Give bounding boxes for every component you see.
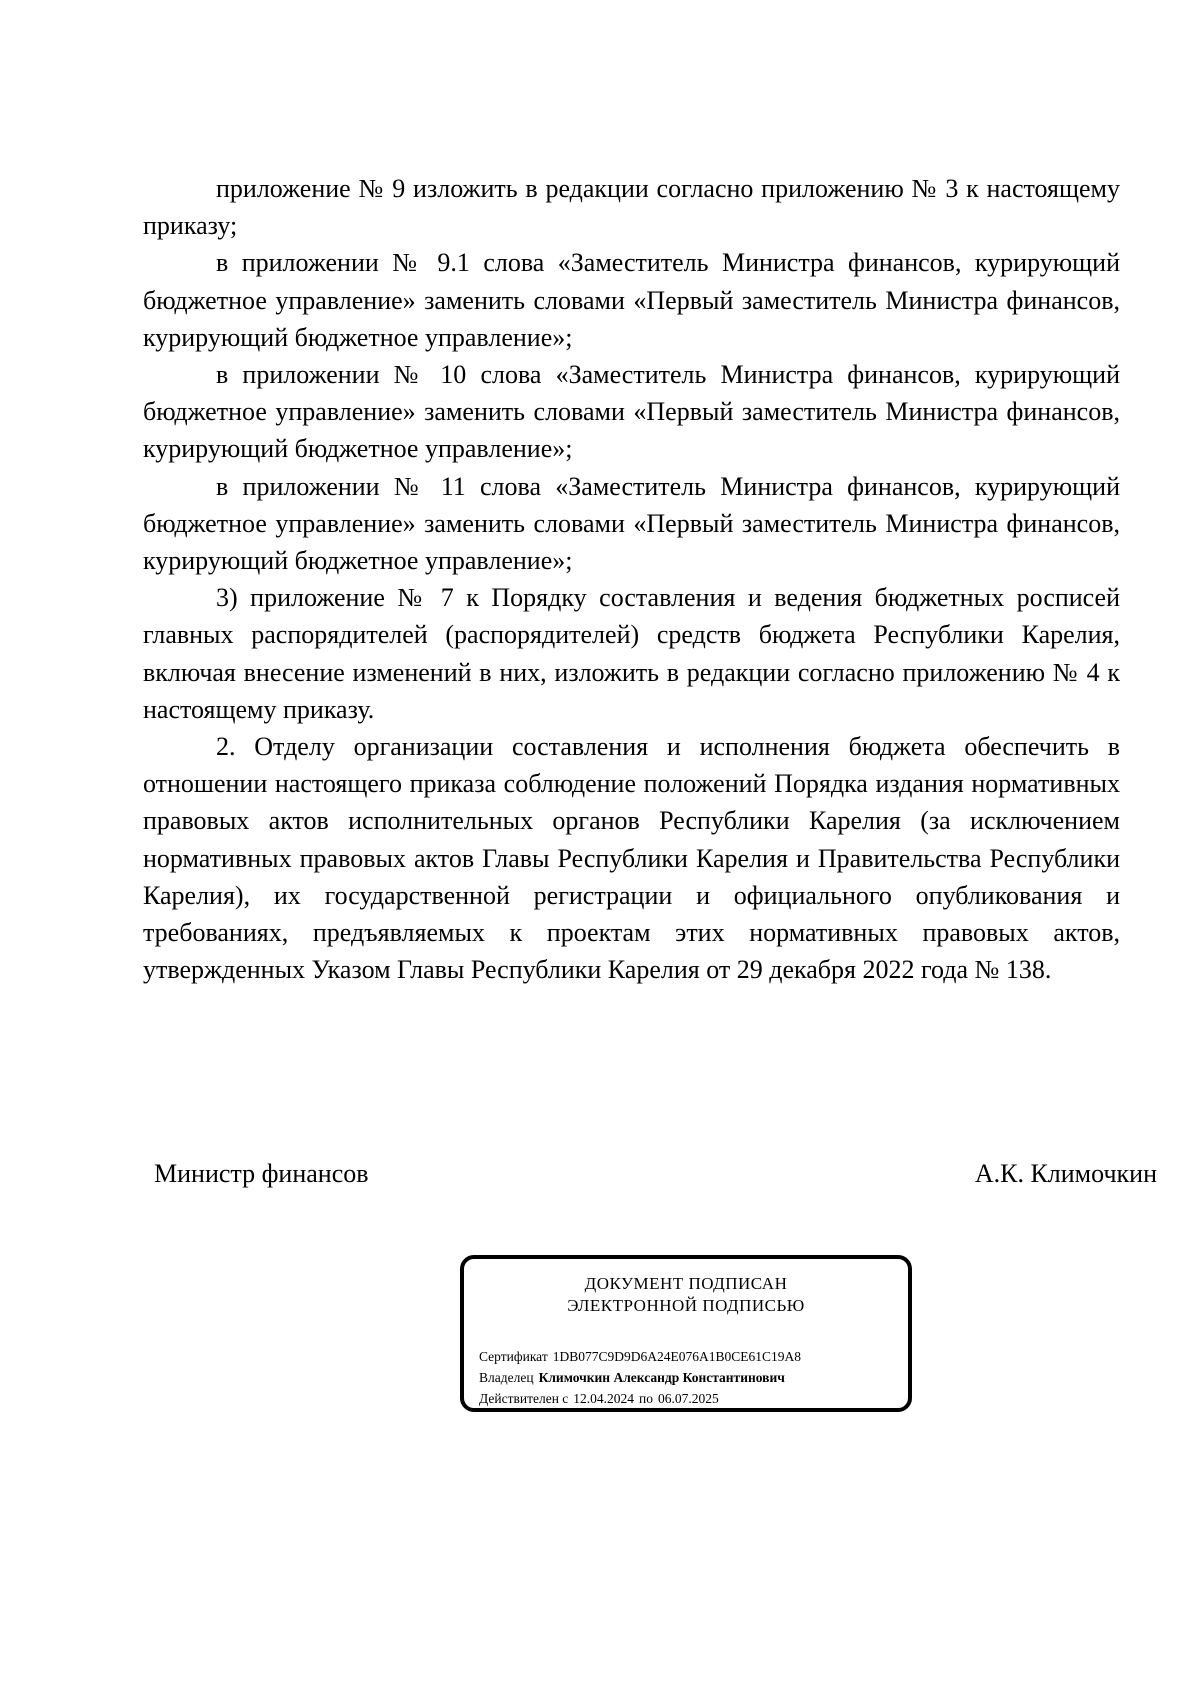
owner-row <box>479 1367 801 1388</box>
stamp-title-line-2: ЭЛЕКТРОННОЙ ПОДПИСЬЮ <box>567 1296 805 1315</box>
paragraph-2: в приложении № 9.1 слова «Заместитель Министра финансов, курирующий бюджетное управление» заменить словами «Первый заместитель Министра финансов, курирующий бюджетное управление»; <box>143 248 1120 352</box>
valid-from: 12.04.2024 <box>573 1391 635 1406</box>
validity-row <box>479 1388 801 1409</box>
paragraph-5: 3) приложение № 7 к Порядку составления и ведения бюджетных росписей главных распорядителей (распорядителей) средств бюджета Республики Карелия, включая внесение изменений в них, изложить в редакции согласно приложению № 4 к настоящему приказу. <box>143 583 1120 724</box>
valid-to-label: по <box>639 1391 654 1406</box>
paragraph-4: в приложении № 11 слова «Заместитель Министра финансов, курирующий бюджетное управление» заменить словами «Первый заместитель Министра финансов, курирующий бюджетное управление»; <box>143 471 1120 576</box>
stamp-title-line-1: ДОКУМЕНТ ПОДПИСАН <box>584 1274 788 1293</box>
electronic-signature-stamp <box>460 1255 912 1412</box>
signatory-name: А.К. Климочкин <box>974 1159 1157 1188</box>
paragraph-6: 2. Отделу организации составления и исполнения бюджета обеспечить в отношении настоящего приказа соблюдение положений Порядка издания нормативных правовых актов исполнительных органов Республики Карелия (за исключением нормативных правовых актов Главы Республики Карелия и Правительства Республики Карелия), их государственной регистрации и официального опубликования и требованиях, предъявляемых к проектам этих нормативных правовых актов, утвержденных Указом Главы Республики Карелия от 29 декабря 2022 года № 138. <box>143 732 1120 985</box>
signatory-role: Министр финансов <box>154 1159 369 1188</box>
stamp-title <box>464 1273 908 1317</box>
paragraph-3: в приложении № 10 слова «Заместитель Министра финансов, курирующий бюджетное управление» заменить словами «Первый заместитель Министра финансов, курирующий бюджетное управление»; <box>143 360 1120 464</box>
document-body <box>143 170 1120 988</box>
certificate-value: 1DB077C9D9D6A24E076A1B0CE61C19A8 <box>552 1349 801 1364</box>
certificate-label: Сертификат <box>479 1349 548 1364</box>
valid-to: 06.07.2025 <box>658 1391 719 1406</box>
paragraph-1: приложение № 9 изложить в редакции согласно приложению № 3 к настоящему приказу; <box>143 174 1120 241</box>
valid-label: Действителен с <box>479 1391 569 1406</box>
stamp-details <box>479 1346 801 1409</box>
certificate-row <box>479 1346 801 1367</box>
owner-value: Климочкин Александр Константинович <box>538 1370 785 1385</box>
owner-label: Владелец <box>479 1370 534 1385</box>
